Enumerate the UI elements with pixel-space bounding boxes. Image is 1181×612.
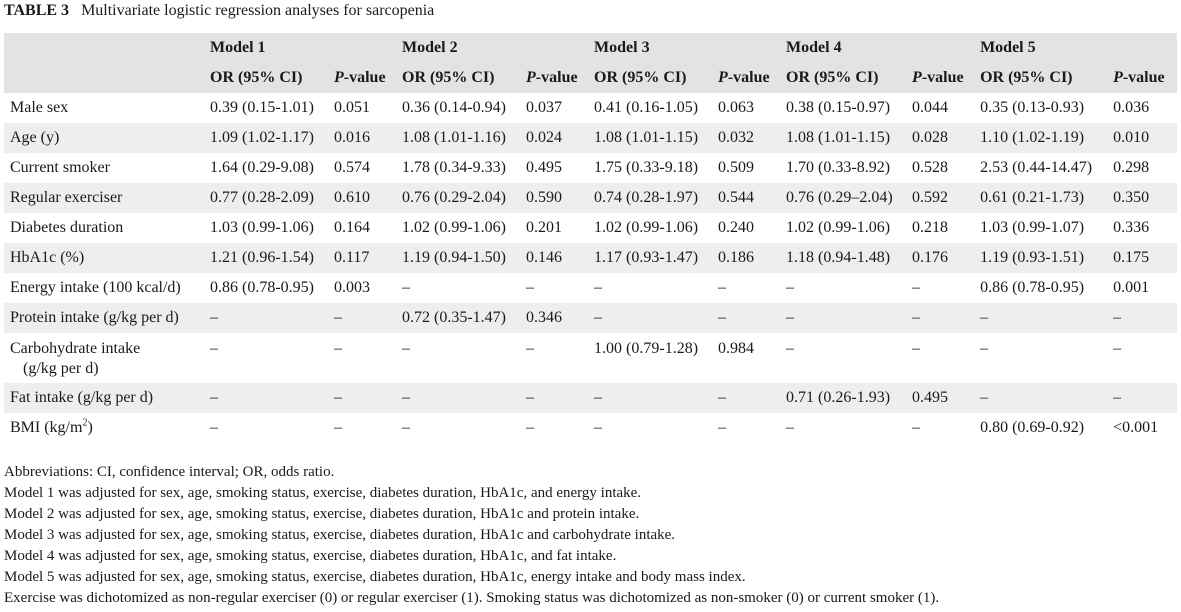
or-ci-cell: 0.38 (0.15-0.97)	[786, 99, 891, 116]
p-value-cell: 0.544	[712, 183, 780, 213]
p-value-cell: <0.001	[1113, 419, 1159, 436]
or-ci-cell: 0.72 (0.35-1.47)	[396, 303, 520, 333]
p-value-cell: 0.592	[906, 183, 974, 213]
or-ci-header: OR (95% CI)	[396, 63, 520, 93]
or-ci-cell: 1.64 (0.29-9.08)	[210, 159, 314, 176]
row-label: Fat intake (g/kg per d)	[4, 383, 204, 413]
p-value-cell: –	[718, 279, 727, 296]
p-value-cell: 0.117	[328, 243, 396, 273]
or-ci-cell: 1.78 (0.34-9.33)	[402, 159, 506, 176]
p-value-cell: –	[912, 419, 921, 436]
p-value-cell: –	[718, 419, 727, 436]
p-value-cell: 0.044	[912, 99, 949, 116]
or-ci-header: OR (95% CI)	[780, 63, 906, 93]
row-label: Energy intake (100 kcal/d)	[10, 279, 181, 296]
or-ci-cell: 0.61 (0.21-1.73)	[974, 183, 1107, 213]
p-value-cell: 0.001	[1113, 279, 1150, 296]
table-row	[4, 303, 1177, 333]
p-value-cell: 0.610	[328, 183, 396, 213]
p-value-cell: –	[526, 279, 535, 296]
p-value-cell: 0.063	[718, 99, 755, 116]
p-value-cell: –	[912, 340, 921, 357]
or-ci-cell: 0.35 (0.13-0.93)	[980, 99, 1085, 116]
or-ci-cell: 0.86 (0.78-0.95)	[210, 279, 314, 296]
p-value-cell: –	[1107, 303, 1177, 333]
or-ci-cell: 1.08 (1.01-1.15)	[780, 123, 906, 153]
table-header	[4, 33, 1177, 93]
footnote-line: Model 2 was adjusted for sex, age, smoking status, exercise, diabetes duration, HbA1c and protein intake.	[4, 506, 640, 522]
or-ci-header: OR (95% CI)	[204, 63, 328, 93]
p-value-cell: 0.201	[526, 219, 563, 236]
row-label: BMI $(kg/m^2)$	[10, 417, 93, 436]
row-label: Protein intake (g/kg per d)	[4, 303, 204, 333]
or-ci-cell: 0.86 (0.78-0.95)	[980, 279, 1085, 296]
p-value-cell: 0.346	[520, 303, 588, 333]
or-ci-cell: –	[402, 419, 411, 436]
or-ci-cell: 1.10 (1.02-1.19)	[974, 123, 1107, 153]
or-ci-cell: –	[204, 383, 328, 413]
or-ci-cell: 1.03 (0.99-1.06)	[210, 219, 314, 236]
p-value-cell: –	[328, 303, 396, 333]
or-ci-cell: –	[204, 303, 328, 333]
table-row	[4, 243, 1177, 273]
p-value-cell: 0.528	[912, 159, 949, 176]
p-value-cell: 0.186	[712, 243, 780, 273]
p-value-cell: 0.495	[526, 159, 563, 176]
footnote-line: Abbreviations: CI, confidence interval; OR, odds ratio.	[4, 464, 335, 480]
footnote-line: Model 1 was adjusted for sex, age, smoking status, exercise, diabetes duration, HbA1c, and energy intake.	[4, 485, 642, 501]
p-value-header: P-value	[712, 63, 780, 93]
footnote-line: Exercise was dichotomized as non-regular exerciser (0) or regular exerciser (1). Smoking status was dichotomized as non-smoker (0) or current smoker (1).	[4, 590, 940, 606]
or-ci-cell: 0.71 (0.26-1.93)	[780, 383, 906, 413]
or-ci-cell: 1.19 (0.93-1.51)	[974, 243, 1107, 273]
table-row	[4, 383, 1177, 413]
or-ci-cell: –	[588, 383, 712, 413]
table-caption	[4, 0, 434, 24]
or-ci-cell: 1.03 (0.99-1.07)	[980, 219, 1085, 236]
row-label: Carbohydrate intake (g/kg per d)	[10, 340, 141, 377]
or-ci-cell: –	[974, 383, 1107, 413]
or-ci-cell: –	[980, 340, 989, 357]
or-ci-cell: 2.53 (0.44-14.47)	[980, 159, 1093, 176]
p-value-cell: 0.218	[912, 219, 949, 236]
table-row	[4, 333, 1177, 383]
or-ci-header: OR (95% CI)	[974, 63, 1107, 93]
p-value-cell: –	[1107, 383, 1177, 413]
table-row	[4, 413, 1177, 443]
p-value-cell: 0.336	[1113, 219, 1150, 236]
p-value-cell: 0.032	[712, 123, 780, 153]
or-ci-cell: 0.76 (0.29-2.04)	[396, 183, 520, 213]
or-ci-cell: 0.77 (0.28-2.09)	[204, 183, 328, 213]
p-value-cell: 0.146	[520, 243, 588, 273]
p-value-cell: –	[328, 383, 396, 413]
or-ci-cell: –	[396, 383, 520, 413]
or-ci-cell: 0.80 (0.69-0.92)	[980, 419, 1085, 436]
table-title: Multivariate logistic regression analyses for sarcopenia	[81, 2, 435, 19]
p-value-cell: 0.495	[906, 383, 974, 413]
table-row	[4, 153, 1177, 183]
model-5-header: Model 5	[974, 33, 1177, 63]
or-ci-cell: 1.08 (1.01-1.16)	[396, 123, 520, 153]
p-value-header: P-value	[520, 63, 588, 93]
or-ci-cell: 1.18 (0.94-1.48)	[780, 243, 906, 273]
or-ci-cell: –	[780, 303, 906, 333]
p-value-cell: 0.016	[328, 123, 396, 153]
or-ci-cell: 0.41 (0.16-1.05)	[594, 99, 699, 116]
or-ci-cell: –	[786, 419, 795, 436]
p-value-cell: –	[520, 383, 588, 413]
or-ci-header: OR (95% CI)	[588, 63, 712, 93]
or-ci-cell: 1.70 (0.33-8.92)	[786, 159, 891, 176]
p-value-header: P-value	[1107, 63, 1177, 93]
or-ci-cell: 1.19 (0.94-1.50)	[396, 243, 520, 273]
p-value-header: P-value	[906, 63, 974, 93]
or-ci-cell: 0.39 (0.15-1.01)	[210, 99, 314, 116]
p-value-cell: –	[526, 419, 535, 436]
p-value-cell: 0.164	[334, 219, 370, 236]
p-value-cell: 0.028	[906, 123, 974, 153]
p-value-cell: 0.176	[906, 243, 974, 273]
or-ci-cell: 1.02 (0.99-1.06)	[594, 219, 699, 236]
p-value-cell: –	[912, 279, 921, 296]
p-value-cell: 0.003	[334, 279, 370, 296]
or-ci-cell: –	[786, 340, 795, 357]
table-footnotes	[4, 462, 1177, 609]
p-value-cell: –	[712, 303, 780, 333]
or-ci-cell: –	[210, 340, 218, 357]
p-value-cell: –	[906, 303, 974, 333]
subheader-empty	[4, 63, 204, 93]
or-ci-cell: –	[402, 340, 411, 357]
footnote-line: Model 5 was adjusted for sex, age, smoking status, exercise, diabetes duration, HbA1c, energy intake and body mass index.	[4, 569, 746, 585]
p-value-cell: 0.350	[1107, 183, 1177, 213]
or-ci-cell: 0.74 (0.28-1.97)	[588, 183, 712, 213]
or-ci-cell: –	[786, 279, 795, 296]
p-value-cell: 0.984	[718, 340, 755, 357]
p-value-cell: –	[712, 383, 780, 413]
p-value-cell: 0.024	[520, 123, 588, 153]
p-value-cell: 0.037	[526, 99, 563, 116]
model-header-row	[4, 33, 1177, 63]
or-ci-cell: 1.02 (0.99-1.06)	[786, 219, 891, 236]
or-ci-cell: 1.00 (0.79-1.28)	[594, 340, 699, 357]
row-label: Diabetes duration	[10, 219, 124, 236]
or-ci-cell: 1.17 (0.93-1.47)	[588, 243, 712, 273]
p-value-cell: –	[334, 340, 342, 357]
p-value-cell: 0.175	[1107, 243, 1177, 273]
model-1-header: Model 1	[204, 33, 396, 63]
p-value-cell: 0.298	[1113, 159, 1150, 176]
p-value-header: P-value	[328, 63, 396, 93]
table-number: TABLE 3	[4, 2, 70, 19]
table-row	[4, 123, 1177, 153]
table-row	[4, 93, 1177, 123]
or-ci-cell: 1.09 (1.02-1.17)	[204, 123, 328, 153]
or-ci-cell: –	[594, 419, 603, 436]
p-value-cell: 0.574	[334, 159, 370, 176]
regression-table	[4, 33, 1177, 443]
or-ci-cell: 1.08 (1.01-1.15)	[588, 123, 712, 153]
p-value-cell: 0.036	[1113, 99, 1150, 116]
or-ci-cell: –	[210, 419, 218, 436]
model-4-header: Model 4	[780, 33, 974, 63]
table-row	[4, 273, 1177, 303]
model-3-header: Model 3	[588, 33, 780, 63]
row-label: Regular exerciser	[4, 183, 204, 213]
row-label: HbA1c (%)	[4, 243, 204, 273]
or-ci-cell: –	[594, 279, 603, 296]
row-label: Current smoker	[10, 159, 110, 176]
p-value-cell: –	[334, 419, 342, 436]
p-value-cell: 0.240	[718, 219, 755, 236]
table-row	[4, 213, 1177, 243]
row-label: Age (y)	[4, 123, 204, 153]
p-value-cell: 0.010	[1107, 123, 1177, 153]
p-value-cell: –	[1113, 340, 1122, 357]
or-ci-cell: 0.36 (0.14-0.94)	[402, 99, 506, 116]
or-ci-cell: –	[402, 279, 411, 296]
footnote-line: Model 3 was adjusted for sex, age, smoking status, exercise, diabetes duration, HbA1c and carbohydrate intake.	[4, 527, 676, 543]
model-2-header: Model 2	[396, 33, 588, 63]
or-ci-cell: 1.02 (0.99-1.06)	[402, 219, 506, 236]
or-ci-cell: 0.76 (0.29–2.04)	[780, 183, 906, 213]
subheader-row	[4, 63, 1177, 93]
p-value-cell: –	[526, 340, 535, 357]
table-row	[4, 183, 1177, 213]
table-body	[4, 93, 1177, 443]
header-empty	[4, 33, 204, 63]
row-label: Male sex	[10, 99, 69, 116]
p-value-cell: 0.509	[718, 159, 755, 176]
or-ci-cell: –	[974, 303, 1107, 333]
p-value-cell: 0.051	[334, 99, 370, 116]
or-ci-cell: –	[588, 303, 712, 333]
p-value-cell: 0.590	[520, 183, 588, 213]
or-ci-cell: 1.75 (0.33-9.18)	[594, 159, 699, 176]
footnote-line: Model 4 was adjusted for sex, age, smoking status, exercise, diabetes duration, HbA1c, and fat intake.	[4, 548, 617, 564]
or-ci-cell: 1.21 (0.96-1.54)	[204, 243, 328, 273]
